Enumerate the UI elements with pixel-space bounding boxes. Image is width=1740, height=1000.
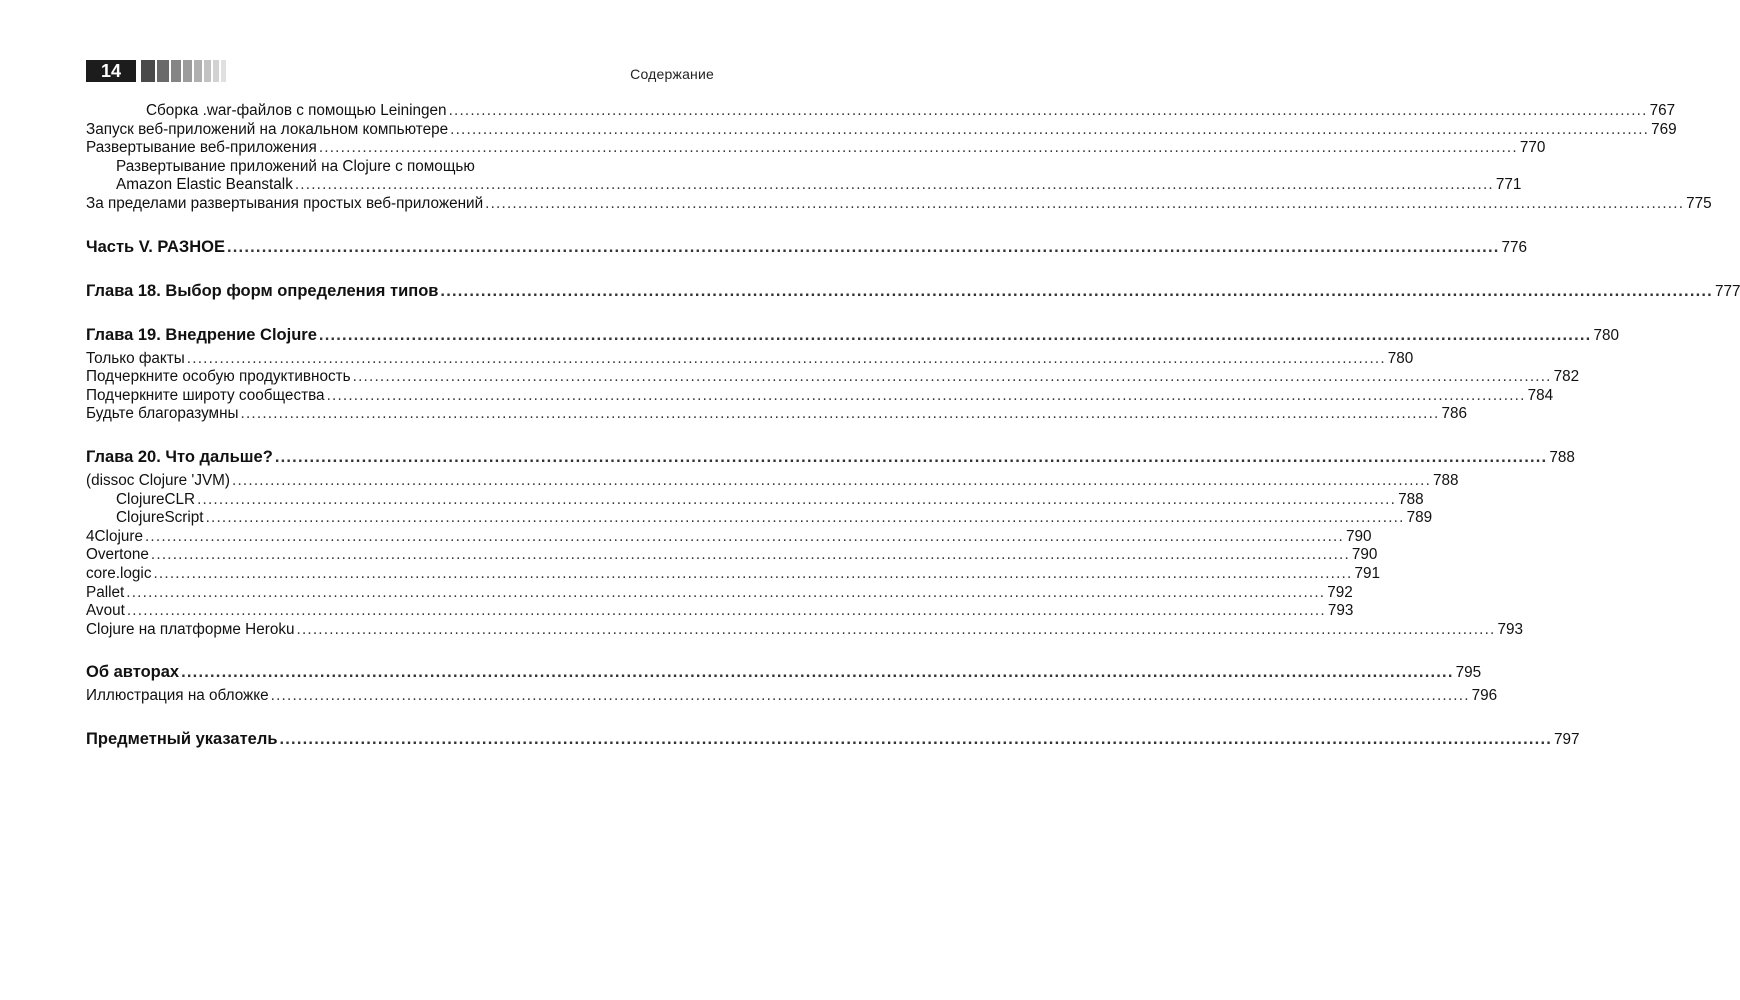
toc-entry-page: 791 bbox=[1354, 564, 1380, 582]
dot-leader bbox=[145, 528, 1344, 547]
toc-entry-page: 795 bbox=[1455, 664, 1482, 682]
toc-entry-title: Об авторах bbox=[86, 663, 180, 682]
toc-entry-page: 777 bbox=[1714, 282, 1740, 300]
dot-leader bbox=[127, 602, 1326, 621]
running-title: Содержание bbox=[630, 66, 714, 82]
toc-entry bbox=[86, 564, 1380, 584]
dot-leader bbox=[279, 729, 1552, 749]
toc-entry bbox=[86, 120, 1677, 140]
toc-entry bbox=[86, 176, 1522, 195]
dot-leader bbox=[187, 350, 1386, 369]
toc-chapter-heading bbox=[86, 325, 1619, 346]
toc-entry bbox=[86, 139, 1546, 158]
dot-leader bbox=[181, 662, 1454, 682]
dot-leader bbox=[319, 139, 1518, 158]
toc-entry-title: Сборка .war-файлов с помощью Leiningen bbox=[146, 102, 447, 119]
toc-entry-page: 788 bbox=[1549, 448, 1575, 466]
toc-chapter-heading bbox=[86, 281, 1740, 302]
toc-entry-title: Глава 19. Внедрение Clojure bbox=[86, 325, 317, 344]
dot-leader bbox=[327, 387, 1526, 406]
toc-entry-page: 797 bbox=[1554, 730, 1580, 748]
toc-entry-title: Запуск веб-приложений на локальном компьютере bbox=[86, 120, 449, 138]
toc-entry-title: Часть V. РАЗНОЕ bbox=[86, 237, 225, 256]
toc-entry-title: 4Clojure bbox=[86, 527, 143, 545]
toc-entry bbox=[86, 471, 1459, 491]
toc-entry-page: 786 bbox=[1441, 405, 1468, 423]
toc-entry-title: Развертывание веб-приложения bbox=[86, 139, 317, 157]
toc-entry-page: 792 bbox=[1327, 583, 1353, 601]
toc-entry-title: Подчеркните особую продуктивность bbox=[86, 368, 351, 386]
toc-entry-title: Глава 20. Что дальше? bbox=[86, 447, 273, 466]
toc-chapter-heading bbox=[86, 662, 1482, 683]
toc-entry bbox=[86, 194, 1712, 214]
toc-entry bbox=[86, 102, 1676, 121]
header-bar bbox=[171, 60, 181, 82]
toc-entry-page: 780 bbox=[1593, 326, 1619, 344]
dot-leader bbox=[151, 546, 1350, 565]
toc-entry-title: Pallet bbox=[86, 583, 125, 601]
toc-entry-title: Глава 18. Выбор форм определения типов bbox=[86, 281, 439, 300]
dot-leader bbox=[241, 405, 1440, 424]
toc-entry-page: 788 bbox=[1433, 471, 1459, 489]
toc-entry-page: 793 bbox=[1497, 620, 1524, 638]
table-of-contents bbox=[86, 102, 1740, 750]
toc-chapter-heading bbox=[86, 447, 1575, 468]
toc-entry-title: (dissoc Clojure 'JVM) bbox=[86, 471, 231, 489]
toc-entry-title: Развертывание приложений на Clojure с помощью bbox=[116, 157, 475, 175]
dot-leader bbox=[297, 621, 1496, 640]
toc-entry bbox=[86, 620, 1524, 640]
header-bar bbox=[221, 60, 226, 82]
dot-leader bbox=[449, 102, 1648, 121]
dot-leader bbox=[295, 176, 1494, 195]
toc-entry-line bbox=[86, 158, 714, 177]
dot-leader bbox=[485, 195, 1684, 214]
dot-leader bbox=[319, 325, 1592, 345]
toc-entry-page: 775 bbox=[1686, 194, 1712, 212]
toc-entry-title: Clojure на платформе Heroku bbox=[86, 620, 295, 638]
header-bar bbox=[183, 60, 192, 82]
toc-entry-title: Подчеркните широту сообщества bbox=[86, 386, 325, 404]
toc-entry-title: Иллюстрация на обложке bbox=[86, 687, 269, 705]
toc-entry bbox=[86, 509, 1433, 528]
toc-entry-title: ClojureScript bbox=[116, 509, 204, 527]
toc-entry bbox=[86, 687, 1498, 706]
toc-entry-title: Amazon Elastic Beanstalk bbox=[116, 176, 293, 194]
toc-entry-page: 790 bbox=[1351, 546, 1378, 564]
toc-entry-title: За пределами развертывания простых веб-приложений bbox=[86, 194, 484, 212]
toc-entry-title: ClojureCLR bbox=[116, 490, 196, 508]
toc-entry-page: 776 bbox=[1501, 238, 1528, 256]
toc-entry bbox=[86, 349, 1414, 369]
toc-entry-page: 780 bbox=[1387, 349, 1414, 367]
toc-entry bbox=[86, 602, 1354, 621]
dot-leader bbox=[153, 565, 1352, 584]
dot-leader bbox=[126, 584, 1325, 603]
toc-entry-title: Overtone bbox=[86, 546, 149, 564]
toc-entry bbox=[86, 368, 1580, 387]
header-bar bbox=[157, 60, 169, 82]
toc-entry bbox=[86, 490, 1424, 510]
header-gradient-bars bbox=[141, 60, 228, 82]
toc-entry-page: 770 bbox=[1519, 139, 1546, 157]
toc-entry-page: 767 bbox=[1649, 102, 1676, 119]
toc-part-heading bbox=[86, 237, 1528, 258]
toc-entry bbox=[86, 405, 1468, 424]
toc-entry bbox=[86, 386, 1554, 406]
toc-entry-page: 782 bbox=[1553, 368, 1580, 386]
page-number: 14 bbox=[86, 60, 136, 82]
dot-leader bbox=[271, 687, 1470, 706]
toc-entry bbox=[86, 546, 1378, 565]
toc-entry bbox=[86, 527, 1372, 547]
dot-leader bbox=[353, 368, 1552, 387]
dot-leader bbox=[206, 509, 1405, 528]
toc-entry-title: Будьте благоразумны bbox=[86, 405, 239, 423]
dot-leader bbox=[197, 491, 1396, 510]
header-bar bbox=[213, 60, 219, 82]
header-bar bbox=[194, 60, 202, 82]
dot-leader bbox=[440, 281, 1713, 301]
toc-entry-page: 789 bbox=[1406, 509, 1433, 527]
toc-entry-page: 769 bbox=[1651, 120, 1677, 138]
toc-entry-page: 793 bbox=[1327, 602, 1354, 620]
toc-entry-title: Предметный указатель bbox=[86, 729, 278, 748]
toc-entry-title: Только факты bbox=[86, 349, 185, 367]
dot-leader bbox=[232, 472, 1431, 491]
header-bar bbox=[141, 60, 155, 82]
toc-entry-page: 796 bbox=[1471, 687, 1498, 705]
header-bar bbox=[204, 60, 211, 82]
toc-entry-page: 790 bbox=[1345, 527, 1372, 545]
toc-entry bbox=[86, 583, 1353, 603]
dot-leader bbox=[275, 447, 1548, 467]
toc-entry-title: core.logic bbox=[86, 564, 152, 582]
page-header bbox=[86, 58, 714, 84]
toc-entry-title: Avout bbox=[86, 602, 125, 620]
dot-leader bbox=[227, 237, 1500, 257]
toc-entry-page: 771 bbox=[1495, 176, 1522, 194]
dot-leader bbox=[450, 121, 1649, 140]
toc-entry-page: 788 bbox=[1398, 490, 1424, 508]
toc-chapter-heading bbox=[86, 729, 1580, 750]
toc-entry-page: 784 bbox=[1527, 386, 1554, 404]
